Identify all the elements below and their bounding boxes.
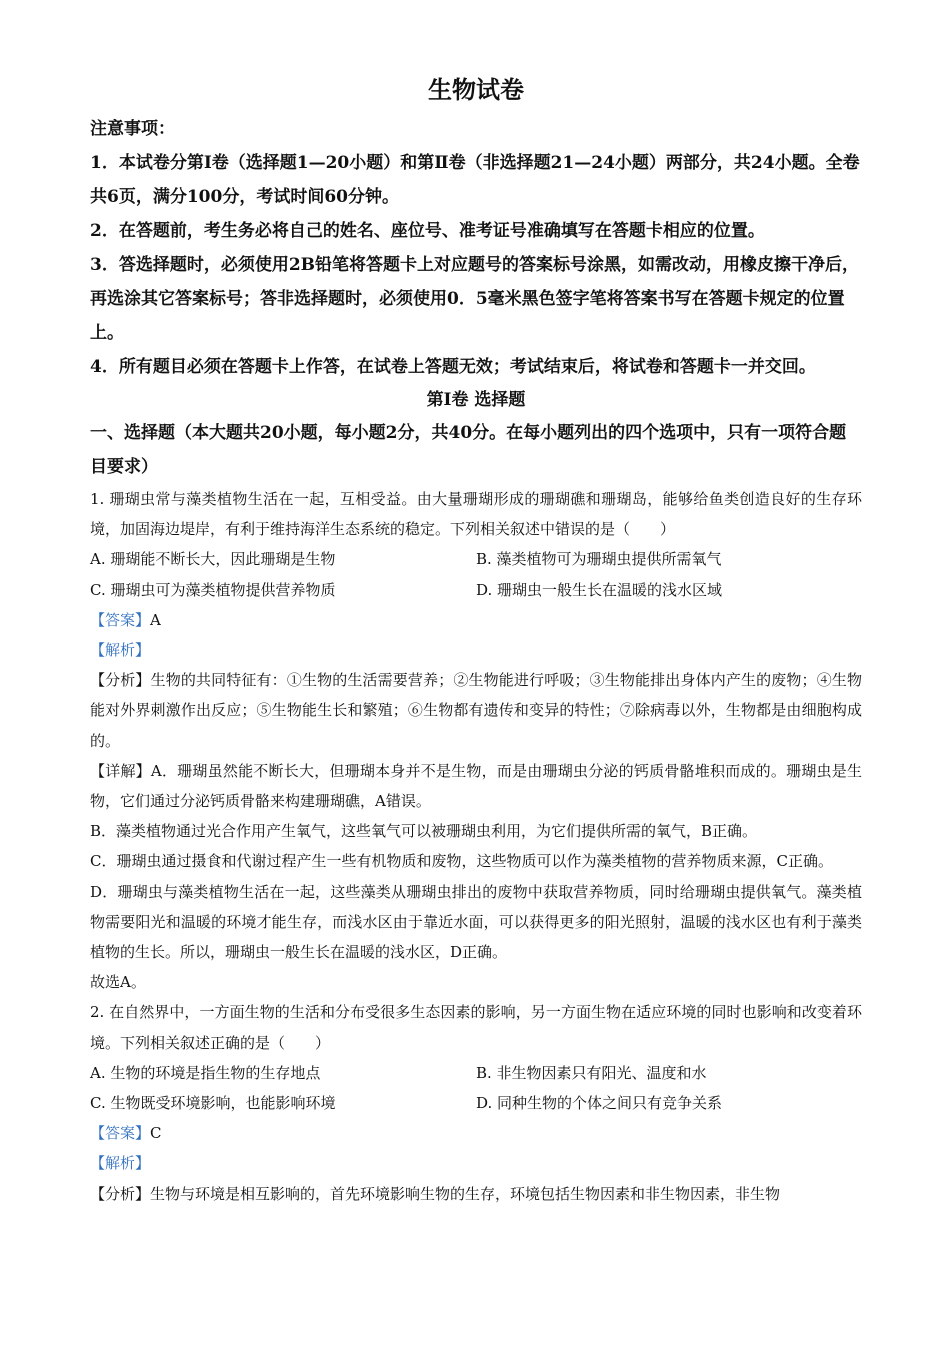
q2-fenxi <box>90 1179 862 1209</box>
page-title: 生物试卷 <box>428 75 524 104</box>
q2-answer-tag: 【答案】 <box>90 1124 151 1143</box>
q2-analysis-tag: 【解析】 <box>90 1154 151 1173</box>
part-heading: 一、选择题（本大题共20小题，每小题2分，共40分。在每小题列出的四个选项中，只有一项符合题目要求） <box>90 423 847 477</box>
q1-xiangjie-b: B．藻类植物通过光合作用产生氧气，这些氧气可以被珊瑚虫利用，为它们提供所需的氧气，B正确。 <box>90 822 758 841</box>
notice-item-3: 3．答选择题时，必须使用2B铅笔将答题卡上对应题号的答案标号涂黑，如需改动，用橡皮擦干净后，再选涂其它答案标号；答非选择题时，必须使用0．5毫米黑色签字笔将答案书写在答题卡规定的位置上。 <box>90 255 860 343</box>
q2-option-c: C. 生物既受环境影响，也能影响环境 <box>90 1094 336 1113</box>
q1-answer-tag: 【答案】 <box>90 610 151 629</box>
q1-fenxi <box>90 665 862 756</box>
q1-conclusion: 故选A。 <box>90 973 146 992</box>
q2-option-a: A. 生物的环境是指生物的生存地点 <box>90 1063 321 1082</box>
q1-option-b: B. 藻类植物可为珊瑚虫提供所需氧气 <box>476 550 722 569</box>
exam-page <box>90 70 862 1209</box>
q1-option-c: C. 珊瑚虫可为藻类植物提供营养物质 <box>90 580 336 599</box>
q2-option-b: B. 非生物因素只有阳光、温度和水 <box>476 1063 707 1082</box>
q2-stem: 2. 在自然界中，一方面生物的生活和分布受很多生态因素的影响，另一方面生物在适应环境的同时也影响和改变着环境。下列相关叙述正确的是（ ） <box>90 1003 862 1052</box>
notice-item-1: 1．本试卷分第Ⅰ卷（选择题1—20小题）和第Ⅱ卷（非选择题21—24小题）两部分，共24小题。全卷共6页，满分100分，考试时间60分钟。 <box>90 153 860 207</box>
q1-analysis-tag: 【解析】 <box>90 641 151 660</box>
q2-options-row2 <box>90 1088 862 1118</box>
q1-xiangjie-a <box>90 756 862 816</box>
q1-fenxi-text: 生物的共同特征有：①生物的生活需要营养；②生物能进行呼吸；③生物能排出身体内产生的废物；④生物能对外界刺激作出反应；⑤生物能生长和繁殖；⑥生物都有遗传和变异的特性；⑦除病毒以外，生物都是由细胞构成的。 <box>90 671 862 750</box>
q1-option-d: D. 珊瑚虫一般生长在温暖的浅水区域 <box>476 580 723 599</box>
q2-options-row1 <box>90 1058 862 1088</box>
q1-option-a: A. 珊瑚能不断长大，因此珊瑚是生物 <box>90 550 336 569</box>
q2-fenxi-text: 生物与环境是相互影响的，首先环境影响生物的生存，环境包括生物因素和非生物因素，非生物 <box>150 1184 781 1203</box>
q1-stem: 1. 珊瑚虫常与藻类植物生活在一起，互相受益。由大量珊瑚形成的珊瑚礁和珊瑚岛，能够给鱼类创造良好的生存环境，加固海边堤岸，有利于维持海洋生态系统的稳定。下列相关叙述中错误的是（ ） <box>90 490 862 539</box>
q2-answer-line <box>90 1118 862 1148</box>
notice-item-4: 4．所有题目必须在答题卡上作答，在试卷上答题无效；考试结束后，将试卷和答题卡一并交回。 <box>90 357 816 377</box>
notice-heading: 注意事项： <box>90 119 175 139</box>
q1-options-row2 <box>90 575 862 605</box>
q1-answer-line <box>90 605 862 635</box>
q1-options-row1 <box>90 544 862 574</box>
q1-xiangjie-c: C．珊瑚虫通过摄食和代谢过程产生一些有机物质和废物，这些物质可以作为藻类植物的营养物质来源，C正确。 <box>90 852 833 871</box>
notice-item-2: 2．在答题前，考生务必将自己的姓名、座位号、准考证号准确填写在答题卡相应的位置。 <box>90 221 765 241</box>
q2-fenxi-tag: 【分析】 <box>90 1184 151 1203</box>
q1-answer: A <box>150 610 161 629</box>
q1-xiangjie-d: D．珊瑚虫与藻类植物生活在一起，这些藻类从珊瑚虫排出的废物中获取营养物质，同时给珊瑚虫提供氧气。藻类植物需要阳光和温暖的环境才能生存，而浅水区由于靠近水面，可以获得更多的阳光照射，温暖的浅水区也有利于藻类植物的生长。所以，珊瑚虫一般生长在温暖的浅水区，D正确。 <box>90 882 862 962</box>
q1-xiangjie-a-text: A．珊瑚虽然能不断长大，但珊瑚本身并不是生物，而是由珊瑚虫分泌的钙质骨骼堆积而成的。珊瑚虫是生物，它们通过分泌钙质骨骼来构建珊瑚礁，A错误。 <box>90 761 862 811</box>
q2-answer: C <box>150 1124 162 1143</box>
q1-fenxi-tag: 【分析】 <box>90 671 151 690</box>
q2-option-d: D. 同种生物的个体之间只有竞争关系 <box>476 1094 723 1113</box>
section-title: 第Ⅰ卷 选择题 <box>426 390 526 410</box>
q1-xiangjie-tag: 【详解】 <box>90 761 151 780</box>
